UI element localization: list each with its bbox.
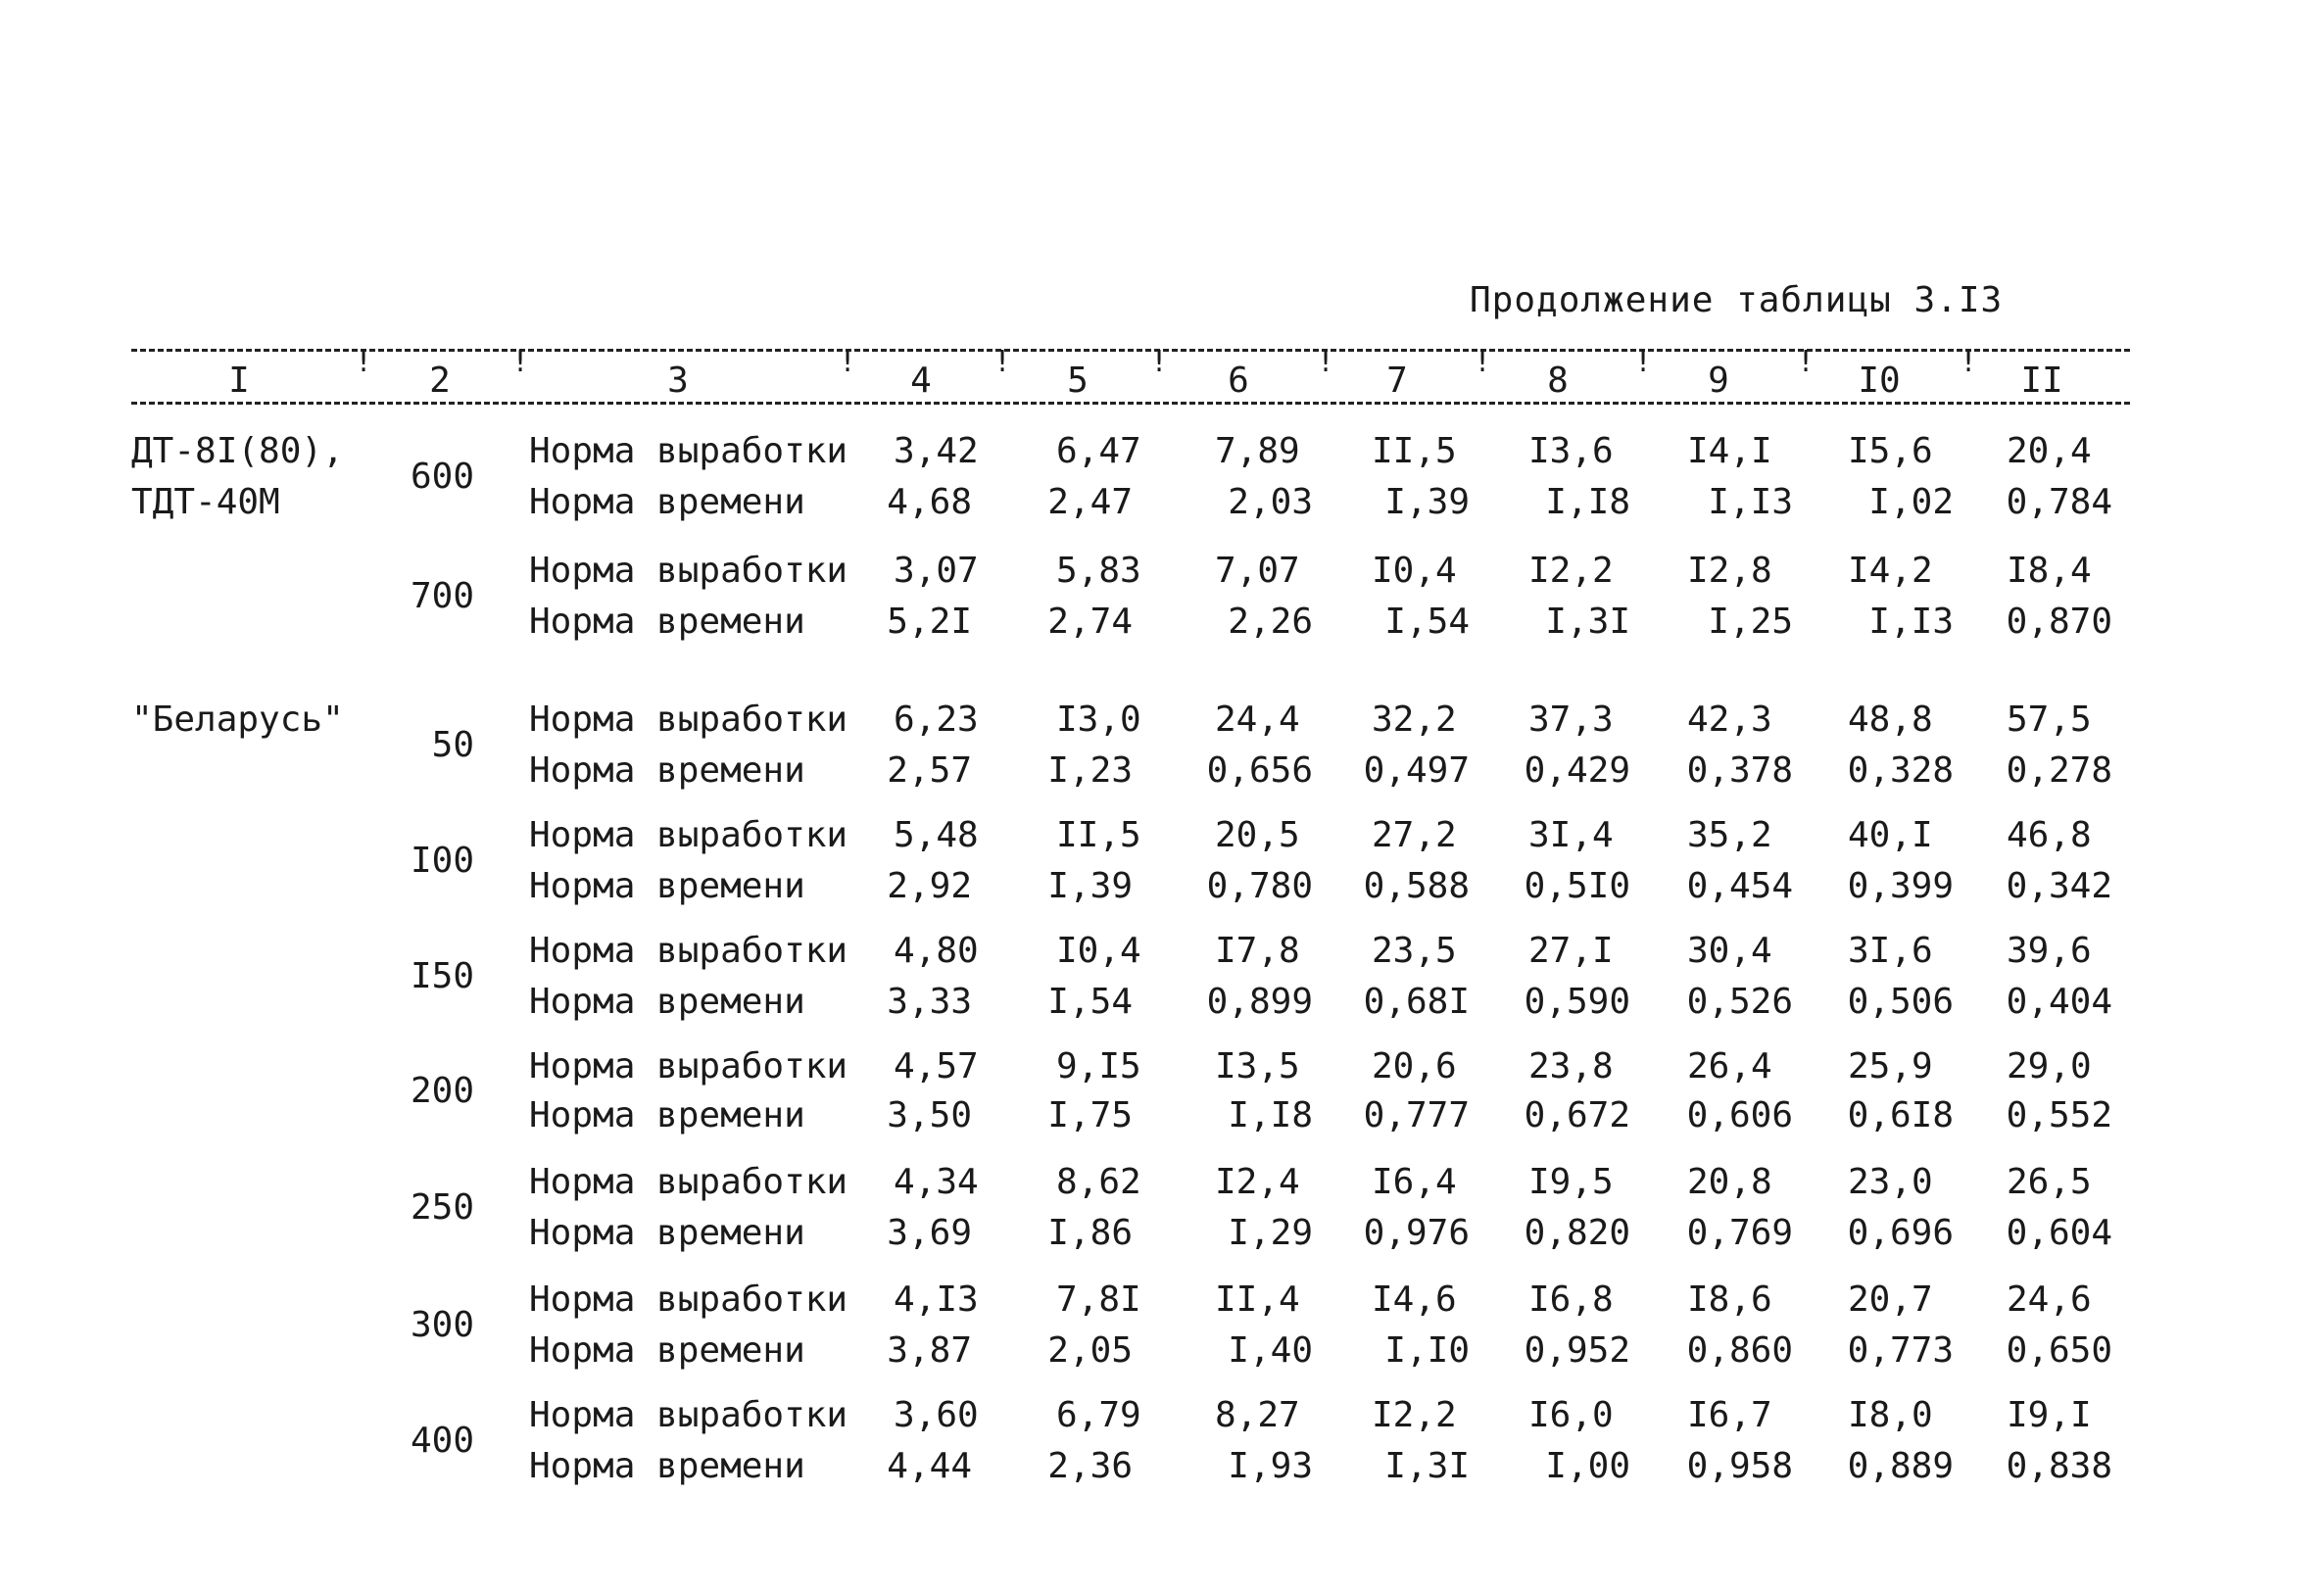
header-separator: ! xyxy=(1150,345,1169,379)
output-norm-cell: 6,79 xyxy=(1056,1395,1141,1435)
output-norm-cell: 4,57 xyxy=(894,1046,979,1086)
time-norm-cell: 4,68 xyxy=(887,482,972,522)
output-norm-cell: 26,4 xyxy=(1687,1046,1772,1086)
output-norm-cell: 39,6 xyxy=(2007,931,2092,971)
output-norm-cell: 6,23 xyxy=(894,700,979,740)
output-norm-cell: 35,2 xyxy=(1687,815,1772,855)
output-norm-cell: I4,2 xyxy=(1848,551,1933,591)
header-separator: ! xyxy=(1797,345,1816,379)
time-norm-cell: 0,777 xyxy=(1363,1095,1470,1135)
header-top-rule xyxy=(131,349,2130,352)
time-norm-cell: 0,769 xyxy=(1686,1213,1793,1253)
time-norm-cell: 0,328 xyxy=(1847,750,1954,791)
output-norm-cell: 8,62 xyxy=(1056,1162,1141,1202)
time-norm-cell: 0,656 xyxy=(1206,750,1313,791)
output-norm-cell: 25,9 xyxy=(1848,1046,1933,1086)
time-norm-cell: 2,57 xyxy=(887,750,972,791)
output-norm-cell: 42,3 xyxy=(1687,700,1772,740)
time-norm-cell: 2,05 xyxy=(1047,1330,1133,1371)
output-norm-cell: I9,5 xyxy=(1528,1162,1614,1202)
output-norm-cell: 37,3 xyxy=(1528,700,1614,740)
time-norm-cell: 0,958 xyxy=(1686,1446,1793,1486)
time-norm-cell: I,23 xyxy=(1047,750,1133,791)
output-norm-cell: I7,8 xyxy=(1215,931,1300,971)
time-norm-cell: 2,92 xyxy=(887,866,972,906)
header-separator: ! xyxy=(1634,345,1653,379)
time-norm-cell: 0,784 xyxy=(2006,482,2112,522)
output-norm-cell: 9,I5 xyxy=(1056,1046,1141,1086)
row-value: 300 xyxy=(410,1305,474,1345)
row-value: 50 xyxy=(431,725,474,765)
output-norm-cell: 20,8 xyxy=(1687,1162,1772,1202)
time-norm-cell: 0,5I0 xyxy=(1524,866,1630,906)
time-norm-cell: 2,03 xyxy=(1228,482,1313,522)
time-norm-cell: 0,590 xyxy=(1524,982,1630,1022)
output-norm-cell: 7,89 xyxy=(1215,431,1300,471)
output-norm-cell: 23,0 xyxy=(1848,1162,1933,1202)
time-norm-cell: 2,74 xyxy=(1047,602,1133,642)
row-value: 250 xyxy=(410,1187,474,1228)
output-norm-label: Норма выработки xyxy=(529,1279,848,1320)
time-norm-cell: I,25 xyxy=(1708,602,1793,642)
output-norm-cell: 26,5 xyxy=(2007,1162,2092,1202)
output-norm-cell: 23,8 xyxy=(1528,1046,1614,1086)
time-norm-cell: 0,838 xyxy=(2006,1446,2112,1486)
time-norm-cell: 3,69 xyxy=(887,1213,972,1253)
output-norm-cell: 27,I xyxy=(1528,931,1614,971)
time-norm-cell: 0,860 xyxy=(1686,1330,1793,1371)
output-norm-cell: I6,4 xyxy=(1372,1162,1457,1202)
time-norm-cell: 2,26 xyxy=(1228,602,1313,642)
output-norm-label: Норма выработки xyxy=(529,700,848,740)
header-separator: ! xyxy=(1317,345,1335,379)
header-col-4: 4 xyxy=(910,361,932,401)
header-col-8: 8 xyxy=(1547,361,1569,401)
output-norm-label: Норма выработки xyxy=(529,1395,848,1435)
output-norm-cell: 3,42 xyxy=(894,431,979,471)
time-norm-label: Норма времени xyxy=(529,1095,805,1135)
time-norm-cell: 0,342 xyxy=(2006,866,2112,906)
time-norm-cell: 0,404 xyxy=(2006,982,2112,1022)
output-norm-label: Норма выработки xyxy=(529,815,848,855)
output-norm-label: Норма выработки xyxy=(529,1162,848,1202)
time-norm-cell: 0,976 xyxy=(1363,1213,1470,1253)
time-norm-cell: I,00 xyxy=(1545,1446,1630,1486)
row-value: 700 xyxy=(410,576,474,616)
time-norm-cell: 0,497 xyxy=(1363,750,1470,791)
time-norm-cell: 0,820 xyxy=(1524,1213,1630,1253)
output-norm-cell: I6,7 xyxy=(1687,1395,1772,1435)
time-norm-cell: 0,454 xyxy=(1686,866,1793,906)
output-norm-cell: 20,6 xyxy=(1372,1046,1457,1086)
time-norm-cell: I,75 xyxy=(1047,1095,1133,1135)
time-norm-cell: 0,606 xyxy=(1686,1095,1793,1135)
time-norm-label: Норма времени xyxy=(529,866,805,906)
output-norm-cell: II,4 xyxy=(1215,1279,1300,1320)
header-separator: ! xyxy=(993,345,1012,379)
header-col-3: 3 xyxy=(667,361,689,401)
time-norm-label: Норма времени xyxy=(529,1330,805,1371)
time-norm-cell: I,I3 xyxy=(1708,482,1793,522)
output-norm-cell: 6,47 xyxy=(1056,431,1141,471)
output-norm-cell: 40,I xyxy=(1848,815,1933,855)
output-norm-cell: I0,4 xyxy=(1056,931,1141,971)
tractor-name: ТДТ-40М xyxy=(131,482,280,522)
output-norm-cell: 20,7 xyxy=(1848,1279,1933,1320)
output-norm-cell: I2,2 xyxy=(1528,551,1614,591)
output-norm-label: Норма выработки xyxy=(529,931,848,971)
output-norm-cell: 5,83 xyxy=(1056,551,1141,591)
time-norm-cell: 0,6I8 xyxy=(1847,1095,1954,1135)
header-col-10: I0 xyxy=(1858,361,1901,401)
output-norm-cell: 32,2 xyxy=(1372,700,1457,740)
output-norm-cell: 4,34 xyxy=(894,1162,979,1202)
time-norm-cell: 0,378 xyxy=(1686,750,1793,791)
time-norm-cell: 0,889 xyxy=(1847,1446,1954,1486)
output-norm-cell: I2,2 xyxy=(1372,1395,1457,1435)
output-norm-cell: 24,6 xyxy=(2007,1279,2092,1320)
time-norm-cell: I,39 xyxy=(1384,482,1470,522)
output-norm-cell: I6,8 xyxy=(1528,1279,1614,1320)
time-norm-cell: 0,429 xyxy=(1524,750,1630,791)
header-col-5: 5 xyxy=(1067,361,1089,401)
time-norm-cell: 4,44 xyxy=(887,1446,972,1486)
time-norm-cell: 0,399 xyxy=(1847,866,1954,906)
output-norm-cell: I5,6 xyxy=(1848,431,1933,471)
tractor-name: "Беларусь" xyxy=(131,700,344,740)
header-separator: ! xyxy=(839,345,857,379)
output-norm-cell: I0,4 xyxy=(1372,551,1457,591)
output-norm-cell: I3,6 xyxy=(1528,431,1614,471)
time-norm-cell: 0,899 xyxy=(1206,982,1313,1022)
row-value: I50 xyxy=(410,956,474,996)
time-norm-cell: 0,952 xyxy=(1524,1330,1630,1371)
header-col-2: 2 xyxy=(429,361,451,401)
header-col-11: II xyxy=(2020,361,2063,401)
output-norm-cell: 24,4 xyxy=(1215,700,1300,740)
output-norm-cell: I2,4 xyxy=(1215,1162,1300,1202)
time-norm-label: Норма времени xyxy=(529,750,805,791)
time-norm-cell: I,02 xyxy=(1868,482,1954,522)
time-norm-cell: I,3I xyxy=(1545,602,1630,642)
output-norm-cell: 57,5 xyxy=(2007,700,2092,740)
header-separator: ! xyxy=(511,345,530,379)
output-norm-cell: II,5 xyxy=(1056,815,1141,855)
time-norm-label: Норма времени xyxy=(529,982,805,1022)
header-col-1: I xyxy=(228,361,250,401)
row-value: 600 xyxy=(410,457,474,497)
output-norm-cell: 3,60 xyxy=(894,1395,979,1435)
output-norm-label: Норма выработки xyxy=(529,431,848,471)
time-norm-cell: I,86 xyxy=(1047,1213,1133,1253)
time-norm-cell: I,I8 xyxy=(1545,482,1630,522)
time-norm-label: Норма времени xyxy=(529,602,805,642)
time-norm-cell: I,I0 xyxy=(1384,1330,1470,1371)
output-norm-cell: 48,8 xyxy=(1848,700,1933,740)
output-norm-cell: 29,0 xyxy=(2007,1046,2092,1086)
time-norm-cell: 5,2I xyxy=(887,602,972,642)
output-norm-cell: 7,07 xyxy=(1215,551,1300,591)
time-norm-cell: I,39 xyxy=(1047,866,1133,906)
header-bottom-rule xyxy=(131,402,2130,405)
output-norm-cell: I3,5 xyxy=(1215,1046,1300,1086)
header-col-7: 7 xyxy=(1386,361,1408,401)
output-norm-cell: I4,6 xyxy=(1372,1279,1457,1320)
output-norm-cell: 30,4 xyxy=(1687,931,1772,971)
output-norm-cell: 8,27 xyxy=(1215,1395,1300,1435)
row-value: 400 xyxy=(410,1421,474,1461)
output-norm-cell: I2,8 xyxy=(1687,551,1772,591)
table-caption: Продолжение таблицы 3.I3 xyxy=(1470,280,2004,320)
output-norm-cell: 3I,6 xyxy=(1848,931,1933,971)
output-norm-cell: I3,0 xyxy=(1056,700,1141,740)
header-separator: ! xyxy=(1960,345,1978,379)
header-col-9: 9 xyxy=(1708,361,1729,401)
header-separator: ! xyxy=(1474,345,1492,379)
output-norm-cell: 23,5 xyxy=(1372,931,1457,971)
time-norm-cell: 2,36 xyxy=(1047,1446,1133,1486)
output-norm-cell: 4,I3 xyxy=(894,1279,979,1320)
time-norm-cell: I,29 xyxy=(1228,1213,1313,1253)
output-norm-cell: I8,0 xyxy=(1848,1395,1933,1435)
output-norm-cell: 5,48 xyxy=(894,815,979,855)
time-norm-label: Норма времени xyxy=(529,1446,805,1486)
header-separator: ! xyxy=(355,345,373,379)
output-norm-cell: 7,8I xyxy=(1056,1279,1141,1320)
time-norm-cell: I,54 xyxy=(1384,602,1470,642)
output-norm-label: Норма выработки xyxy=(529,551,848,591)
output-norm-cell: I9,I xyxy=(2007,1395,2092,1435)
output-norm-cell: 46,8 xyxy=(2007,815,2092,855)
time-norm-cell: 3,50 xyxy=(887,1095,972,1135)
output-norm-cell: I8,6 xyxy=(1687,1279,1772,1320)
time-norm-cell: I,40 xyxy=(1228,1330,1313,1371)
time-norm-cell: I,I3 xyxy=(1868,602,1954,642)
time-norm-cell: 0,650 xyxy=(2006,1330,2112,1371)
time-norm-cell: I,93 xyxy=(1228,1446,1313,1486)
output-norm-cell: 4,80 xyxy=(894,931,979,971)
time-norm-cell: 0,278 xyxy=(2006,750,2112,791)
time-norm-label: Норма времени xyxy=(529,1213,805,1253)
row-value: I00 xyxy=(410,841,474,881)
output-norm-cell: 3I,4 xyxy=(1528,815,1614,855)
time-norm-cell: I,3I xyxy=(1384,1446,1470,1486)
output-norm-cell: 20,4 xyxy=(2007,431,2092,471)
time-norm-cell: 0,780 xyxy=(1206,866,1313,906)
time-norm-cell: 0,870 xyxy=(2006,602,2112,642)
output-norm-cell: 20,5 xyxy=(1215,815,1300,855)
output-norm-cell: II,5 xyxy=(1372,431,1457,471)
output-norm-cell: I8,4 xyxy=(2007,551,2092,591)
output-norm-cell: 3,07 xyxy=(894,551,979,591)
output-norm-cell: 27,2 xyxy=(1372,815,1457,855)
time-norm-cell: 0,552 xyxy=(2006,1095,2112,1135)
time-norm-cell: 2,47 xyxy=(1047,482,1133,522)
output-norm-cell: I6,0 xyxy=(1528,1395,1614,1435)
row-value: 200 xyxy=(410,1071,474,1111)
time-norm-cell: 0,506 xyxy=(1847,982,1954,1022)
header-col-6: 6 xyxy=(1228,361,1249,401)
time-norm-label: Норма времени xyxy=(529,482,805,522)
time-norm-cell: I,54 xyxy=(1047,982,1133,1022)
time-norm-cell: 3,33 xyxy=(887,982,972,1022)
output-norm-label: Норма выработки xyxy=(529,1046,848,1086)
output-norm-cell: I4,I xyxy=(1687,431,1772,471)
time-norm-cell: 0,696 xyxy=(1847,1213,1954,1253)
time-norm-cell: 0,604 xyxy=(2006,1213,2112,1253)
time-norm-cell: 0,526 xyxy=(1686,982,1793,1022)
time-norm-cell: 0,672 xyxy=(1524,1095,1630,1135)
time-norm-cell: 0,588 xyxy=(1363,866,1470,906)
time-norm-cell: 0,773 xyxy=(1847,1330,1954,1371)
tractor-name: ДТ-8I(80), xyxy=(131,431,344,471)
time-norm-cell: I,I8 xyxy=(1228,1095,1313,1135)
time-norm-cell: 3,87 xyxy=(887,1330,972,1371)
time-norm-cell: 0,68I xyxy=(1363,982,1470,1022)
